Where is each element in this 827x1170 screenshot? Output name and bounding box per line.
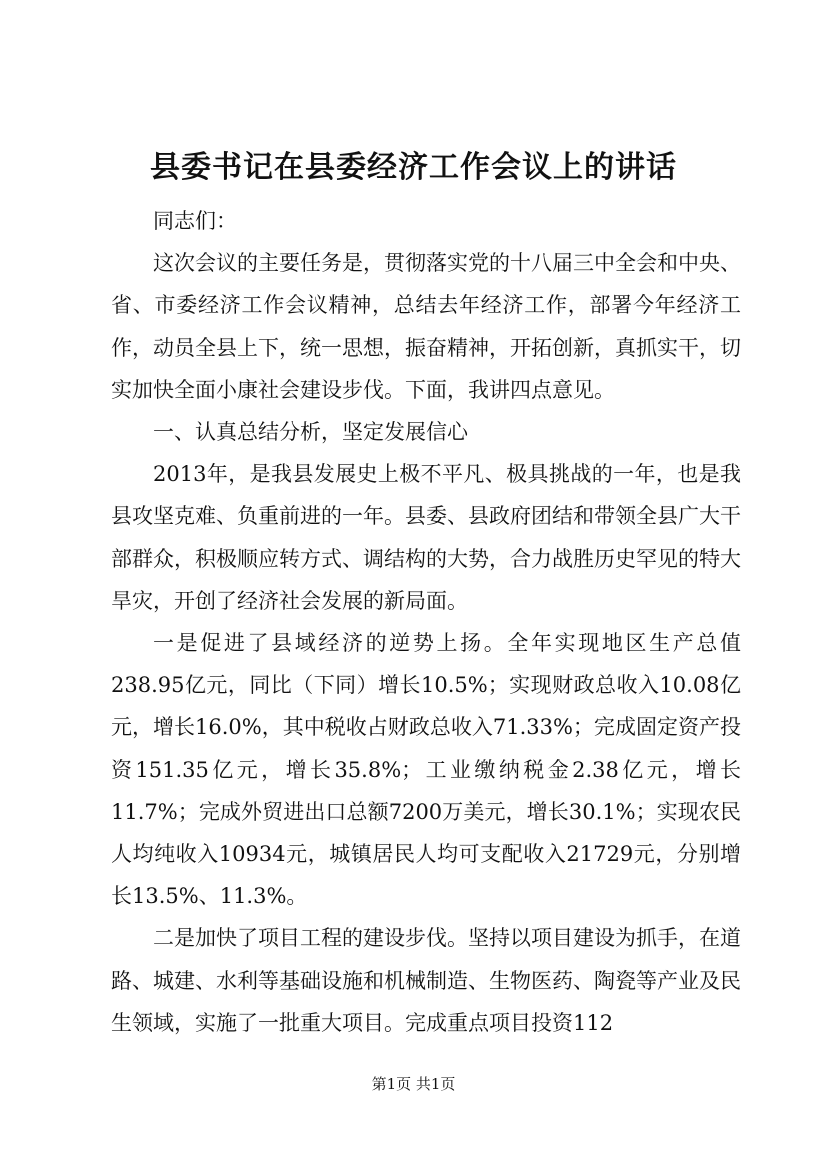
page-footer: 第1页 共1页: [371, 1075, 456, 1093]
salutation: 同志们：: [153, 209, 237, 233]
document-body: [111, 200, 741, 1044]
section-heading-1: 一、认真总结分析，坚定发展信心: [153, 420, 468, 445]
paragraph-2013-overview: 2013年，是我县发展史上极不平凡、极具挑战的一年，也是我县攻坚克难、负重前进的一年。县委、县政府团结和带领全县广大干部群众，积极顺应转方式、调结构的大势，合力战胜历史罕见的特大旱灾，开创了经济社会发展的新局面。: [111, 462, 741, 613]
paragraph-intro: 这次会议的主要任务是，贯彻落实党的十八届三中全会和中央、省、市委经济工作会议精神，总结去年经济工作，部署今年经济工作，动员全县上下，统一思想，振奋精神，开拓创新，真抓实干，切实加快全面小康社会建设步伐。下面，我讲四点意见。: [111, 251, 741, 402]
paragraph-projects: 二是加快了项目工程的建设步伐。坚持以项目建设为抓手，在道路、城建、水利等基础设施和机械制造、生物医药、陶瓷等产业及民生领域，实施了一批重大项目。完成重点项目投资112: [111, 926, 741, 1035]
paragraph-economy: 一是促进了县域经济的逆势上扬。全年实现地区生产总值238.95亿元，同比（下同）增长10.5%；实现财政总收入10.08亿元，增长16.0%，其中税收占财政总收入71.33%；完成固定资产投资151.35亿元，增长35.8%；工业缴纳税金2.38亿元，增长11.7%；完成外贸进出口总额7200万美元，增长30.1%；实现农民人均纯收入10934元，城镇居民人均可支配收入21729元，分别增长13.5%、11.3%。: [111, 631, 741, 909]
document-title: 县委书记在县委经济工作会议上的讲话: [150, 150, 677, 185]
